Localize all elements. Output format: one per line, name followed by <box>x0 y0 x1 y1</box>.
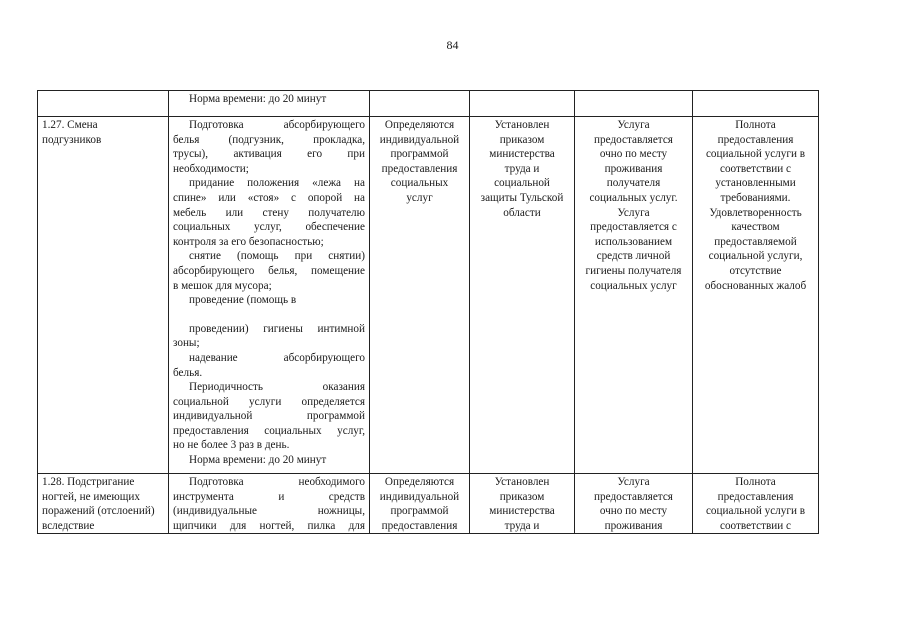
text-line: Установлен <box>494 119 550 131</box>
text-line: ногтей, не имеющих <box>42 490 140 503</box>
text-line: щипчики для ногтей, пилка для <box>173 519 365 532</box>
text-line: предоставления <box>381 519 458 532</box>
text-line: трусы), активация его при <box>173 148 365 161</box>
text-line: обоснованных жалоб <box>704 279 807 292</box>
text-line: социальной услуги в <box>705 148 806 161</box>
quality-cell <box>693 91 819 117</box>
text-line: подгузников <box>42 133 102 146</box>
text-line: Услуга <box>617 476 650 488</box>
text-line: индивидуальной <box>379 133 460 146</box>
text-line: качеством <box>731 221 780 234</box>
quality-cell <box>693 117 819 474</box>
text-line: социальных услуг <box>590 279 677 292</box>
text-line: Определяются <box>384 119 455 131</box>
text-line: Установлен <box>494 476 550 488</box>
text-line: спине» или «стоя» с опорой на <box>173 191 365 204</box>
spacer <box>173 308 365 322</box>
text-line: снятие (помощь при снятии) <box>189 250 365 263</box>
basis-cell <box>470 91 575 117</box>
text-line: надевание абсорбирующего <box>189 351 365 364</box>
text-line: проживания <box>604 519 663 532</box>
text-line: предоставления <box>381 162 458 175</box>
text-line: Периодичность оказания <box>189 381 365 394</box>
text-line: приказом <box>499 490 545 503</box>
text-line: проведении) гигиены интимной <box>189 322 365 335</box>
text-line: министерства <box>489 505 555 518</box>
table-row <box>38 91 819 117</box>
text-line: Определяются <box>384 476 455 488</box>
text-line: Услуга <box>617 119 650 131</box>
text-line: предоставляемой <box>714 235 797 248</box>
text-line: но не более 3 раз в день. <box>173 439 290 452</box>
text-line: инструмента и средств <box>173 490 365 503</box>
table-row <box>38 117 819 474</box>
service-description-cell <box>169 474 370 534</box>
text-line: очно по месту <box>599 505 668 518</box>
services-table <box>37 90 819 534</box>
text-line: проведение (помощь в <box>189 294 297 307</box>
service-name-cell <box>38 474 169 534</box>
text-line: предоставления <box>717 490 794 503</box>
conditions-cell <box>575 474 693 534</box>
text-line: Подготовка необходимого <box>189 476 365 488</box>
text-line: социальной <box>494 177 550 190</box>
text-line: поражений (отслоений) <box>42 505 155 518</box>
page-number: 84 <box>446 38 459 52</box>
text-line: индивидуальной программой <box>173 410 365 423</box>
time-norm-text: Норма времени: до 20 минут <box>189 93 327 105</box>
text-line: абсорбирующего белья, помещение <box>173 264 365 277</box>
text-line: очно по месту <box>599 148 668 161</box>
text-line: социальных услуг. <box>589 191 678 204</box>
text-line: социальной услуги в <box>705 505 806 518</box>
text-line: получателя <box>606 177 661 190</box>
text-line: предоставляется <box>594 490 673 503</box>
text-line: 1.27. Смена <box>42 119 98 131</box>
quality-cell <box>693 474 819 534</box>
text-line: Подготовка абсорбирующего <box>189 119 365 131</box>
text-line: предоставляется с <box>590 221 677 234</box>
service-name-cell <box>38 91 169 117</box>
text-line: придание положения «лежа на <box>189 177 365 190</box>
text-line: социальной услуги, <box>708 250 803 263</box>
text-line: Удовлетворенность <box>709 206 802 219</box>
text-line: Полнота <box>735 476 776 488</box>
service-description-cell <box>169 91 370 117</box>
text-line: предоставления социальных услуг, <box>173 424 365 437</box>
basis-cell <box>470 474 575 534</box>
text-line: проживания <box>604 162 663 175</box>
text-line: министерства <box>489 148 555 161</box>
table-row <box>38 474 819 534</box>
text-line: средств личной <box>596 250 671 263</box>
text-line: программой <box>390 505 449 518</box>
volume-cell <box>370 91 470 117</box>
text-line: требованиями. <box>720 191 791 204</box>
text-line: защиты Тульской <box>480 191 564 204</box>
service-name-cell <box>38 117 169 474</box>
text-line: труда и <box>504 519 540 532</box>
text-line: предоставления <box>717 133 794 146</box>
text-line: области <box>503 206 541 219</box>
text-line: программой <box>390 148 449 161</box>
basis-cell <box>470 117 575 474</box>
text-line: соответствии с <box>720 519 791 532</box>
text-line: приказом <box>499 133 545 146</box>
text-line: социальных услуг, обеспечение <box>173 221 365 234</box>
text-line: Норма времени: до 20 минут <box>189 454 327 467</box>
text-line: белья. <box>173 366 203 379</box>
conditions-cell <box>575 91 693 117</box>
text-line: Услуга <box>617 206 650 219</box>
text-line: белья (подгузник, прокладка, <box>173 133 365 146</box>
text-line: услуг <box>406 191 433 204</box>
text-line: гигиены получателя <box>585 264 682 277</box>
text-line: необходимости; <box>173 162 249 175</box>
text-line: социальной услуги определяется <box>173 395 365 408</box>
text-line: предоставляется <box>594 133 673 146</box>
text-line: 1.28. Подстригание <box>42 476 135 488</box>
text-line: использованием <box>594 235 673 248</box>
text-line: вследствие <box>42 519 95 532</box>
text-line: мебель или стену получателю <box>173 206 365 219</box>
text-line: соответствии с <box>720 162 791 175</box>
volume-cell <box>370 474 470 534</box>
conditions-cell <box>575 117 693 474</box>
text-line: труда и <box>504 162 540 175</box>
text-line: контроля за его безопасностью; <box>173 235 324 248</box>
text-line: зоны; <box>173 337 200 350</box>
text-line: установленными <box>715 177 796 190</box>
text-line: социальных <box>390 177 449 190</box>
service-description-cell <box>169 117 370 474</box>
volume-cell <box>370 117 470 474</box>
text-line: в мешок для мусора; <box>173 279 272 292</box>
text-line: Полнота <box>735 119 776 131</box>
text-line: (индивидуальные ножницы, <box>173 505 365 518</box>
text-line: индивидуальной <box>379 490 460 503</box>
text-line: отсутствие <box>729 264 782 277</box>
